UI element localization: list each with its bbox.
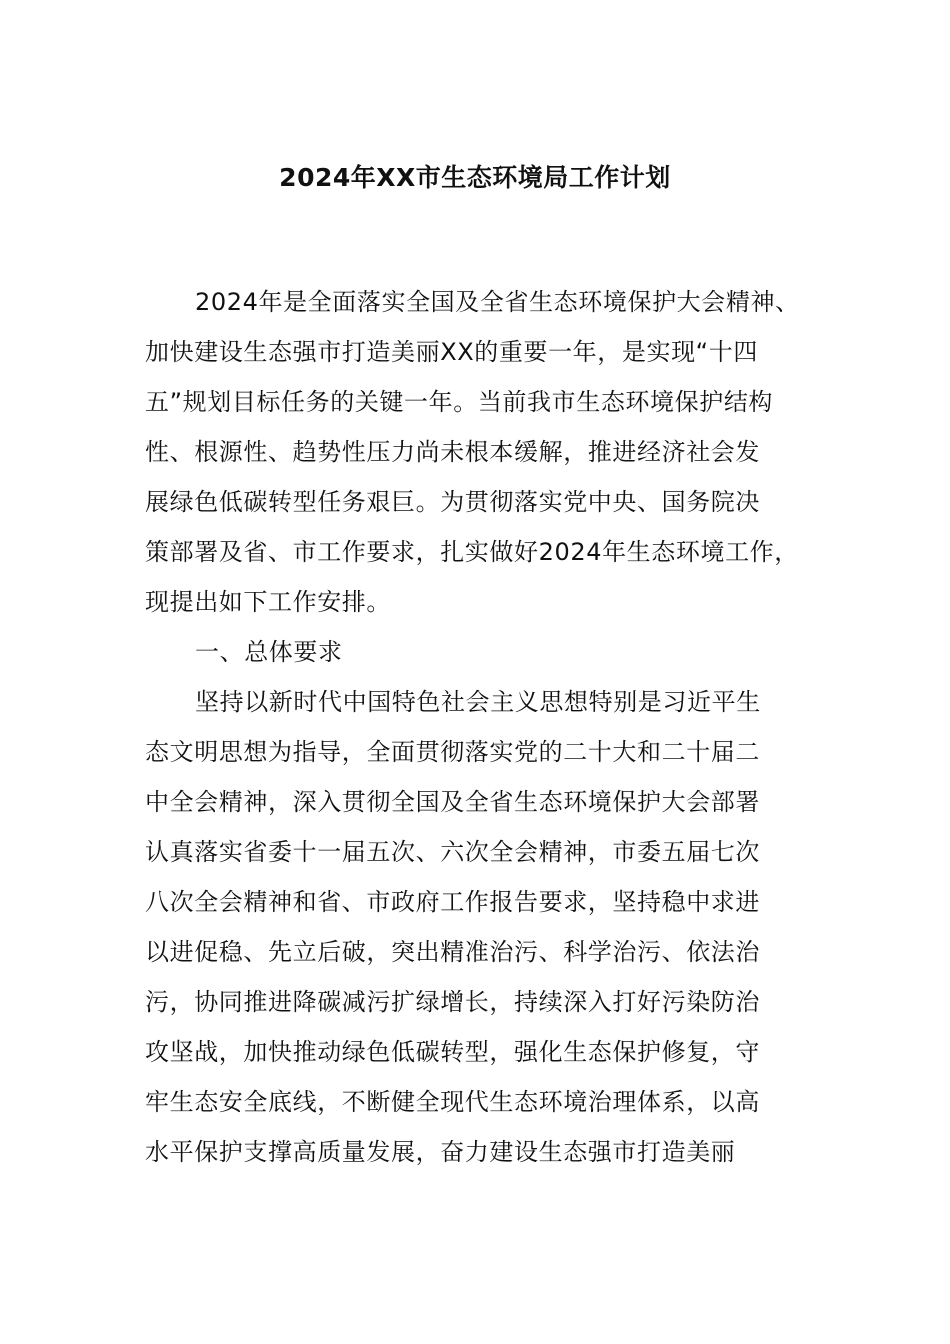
paragraph-line: 坚持以新时代中国特色社会主义思想特别是习近平生 bbox=[195, 688, 761, 716]
paragraph-line: 加快建设生态强市打造美丽XX的重要一年，是实现“十四 bbox=[145, 338, 758, 366]
paragraph-line: 八次全会精神和省、市政府工作报告要求，坚持稳中求进 bbox=[145, 888, 760, 916]
paragraph-line: 攻坚战，加快推动绿色低碳转型，强化生态保护修复，守 bbox=[145, 1038, 760, 1066]
document-body bbox=[145, 277, 817, 1177]
paragraph-line: 性、根源性、趋势性压力尚未根本缓解，推进经济社会发 bbox=[145, 438, 760, 466]
section-heading: 一、总体要求 bbox=[195, 638, 343, 666]
paragraph-line: 以进促稳、先立后破，突出精准治污、科学治污、依法治 bbox=[145, 938, 760, 966]
paragraph-line: 策部署及省、市工作要求，扎实做好2024年生态环境工作， bbox=[145, 538, 799, 566]
paragraph-line: 态文明思想为指导，全面贯彻落实党的二十大和二十届二 bbox=[145, 738, 760, 766]
paragraph-line: 污，协同推进降碳减污扩绿增长，持续深入打好污染防治 bbox=[145, 988, 760, 1016]
document-title: 2024年XX市生态环境局工作计划 bbox=[279, 163, 671, 192]
paragraph-line: 展绿色低碳转型任务艰巨。为贯彻落实党中央、国务院决 bbox=[145, 488, 760, 516]
paragraph-line: 2024年是全面落实全国及全省生态环境保护大会精神、 bbox=[195, 288, 800, 316]
paragraph-line: 现提出如下工作安排。 bbox=[145, 588, 391, 616]
paragraph-line: 五”规划目标任务的关键一年。当前我市生态环境保护结构 bbox=[145, 388, 774, 416]
paragraph-line: 牢生态安全底线，不断健全现代生态环境治理体系，以高 bbox=[145, 1088, 760, 1116]
paragraph-line: 水平保护支撑高质量发展，奋力建设生态强市打造美丽 bbox=[145, 1138, 736, 1166]
paragraph-line: 中全会精神，深入贯彻全国及全省生态环境保护大会部署 bbox=[145, 788, 760, 816]
paragraph-line: 认真落实省委十一届五次、六次全会精神，市委五届七次 bbox=[145, 838, 760, 866]
